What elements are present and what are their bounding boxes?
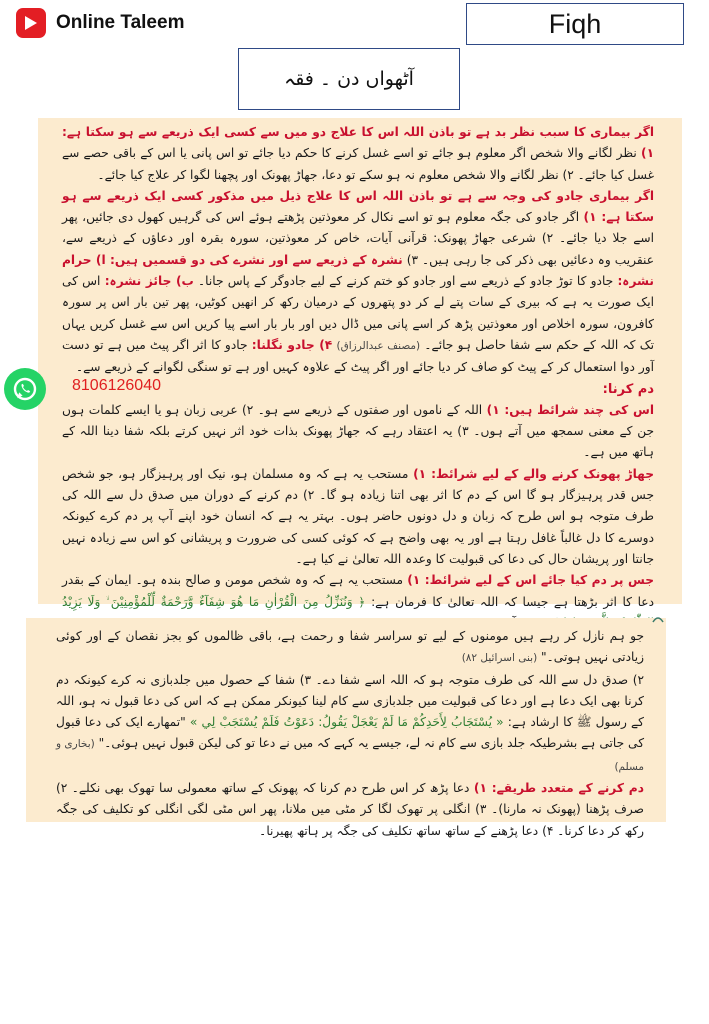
subject-title: Fiqh (466, 3, 684, 45)
magic-paragraph (62, 186, 654, 379)
conditions-heading: اس کی چند شرائط ہیں: ۱) (486, 402, 654, 417)
hadith-text: « يُسْتَجَابُ لِأَحَدِكُمْ مَا لَمْ يَعْجَلْ يَقُولُ: دَعَوْتُ فَلَمْ يُسْتَجَبْ لِي » (189, 715, 504, 730)
nushrah-heading: نشرہ کے ذریعے سے اور نشرے کی دو قسمیں ہیں: ا) حرام نشرہ: (62, 252, 655, 289)
whatsapp-icon[interactable] (4, 368, 46, 410)
conditions-text: اللہ کے ناموں اور صفتوں کے ذریعے سے ہو۔ ۲) عربی زبان ہو یا ایسے کلمات ہوں جن کے معنی سمجھ میں آتے ہوں۔ ۳) یہ اعتقاد رہے کہ جھاڑ پھونک بذات خود اثر نہیں کرتے بلکہ شفا دینا اللہ کے ہاتھ میں ہے۔ (62, 402, 655, 460)
reciter-text: مستحب یہ ہے کہ وہ مسلمان ہو، نیک اور پرہیزگار ہو، جو شخص جس قدر پرہیزگار ہو گا اس کے دم کا اثر بھی اتنا زیادہ ہو گا۔ ۲) دم کرنے کے دوران میں صدق دل سے اللہ کی طرف متوجہ ہو اس طرح کہ زبان و دل دونوں حاضر ہوں۔ بہتر یہ ہے کہ انسان خود اپنے آپ پر دم کرے کیونکہ دوسرے کا دل غالباً غافل رہتا ہے اور یہ بھی واضح ہے کہ کوئی کسی کی ضرورت و پریشانی کو اس سے زیادہ نہیں جانتا اور پریشان حال کی دعا کی قبولیت کا وعدہ اللہ تعالیٰ نے کیا ہے۔ (62, 466, 654, 566)
sincerity-paragraph (56, 670, 644, 778)
patient-heading: جس پر دم کیا جائے اس کے لیے شرائط: ۱) (407, 573, 655, 588)
brand-name: Online Taleem (56, 12, 185, 33)
patient-text: مستحب یہ ہے کہ وہ شخص مومن و صالح بندہ ہو۔ ایمان کے بقدر دعا کا اثر بڑھتا ہے جیسا کہ اللہ تعالیٰ کا فرمان ہے: (62, 573, 655, 609)
swallowed-magic-heading: ۴) جادو نگلنا: (251, 337, 333, 352)
book-page-2 (26, 618, 666, 838)
dam-section-title: دم کرنا: (602, 381, 654, 397)
evil-eye-text: نظر لگانے والا شخص اگر معلوم ہو جائے تو اسے غسل کرنے کا حکم دیا جائے تو اس پانی یا اس کے باقی حصے سے غسل کیا جائے۔ ۲) نظر لگانے والا شخص معلوم نہ ہو سکے تو دعا، جھاڑ پھونک اور پچھنا لگوا کر علاج کیا جائے۔ (62, 146, 654, 182)
permissible-nushrah-heading: ب) جائز نشرہ: (104, 274, 194, 289)
methods-heading: دم کرنے کے متعدد طریقے: ۱) (473, 781, 644, 796)
reciter-paragraph (62, 464, 654, 570)
translation-paragraph (56, 626, 644, 670)
conditions-paragraph (62, 400, 654, 464)
nushrah-text: جادو کا توڑ جادو کے ذریعے سے اور جادو کو ختم کرنے کے لیے جادوگر کے پاس جانا۔ (198, 274, 614, 289)
hadith-translation: "تمھارے ایک کی دعا قبول کی جاتی ہے بشرطیکہ جلد بازی سے کام نہ لے، جیسے یہ کہے کہ میں نے دعا تو کی لیکن قبول نہیں ہوئی۔" (56, 715, 644, 751)
permissible-nushrah-text: اس کی ایک صورت یہ ہے کہ بیری کے سات پتے لے کر دو پتھروں کے درمیان رکھ کر انھیں کوٹیں، پھر تین بار اس پر سورہ کافرون، سورہ اخلاص اور معوذتین پڑھ کر اسے پانی میں ڈال دیں اور بار بار اسے پیا کریں اس سے غسل کریں یہاں تک کہ اللہ کے حکم سے شفا حاصل ہو جائے۔ (62, 274, 655, 352)
magic-heading: اگر بیماری جادو کی وجہ سے ہے تو باذن اللہ اس کا علاج ذیل میں مذکور کسی ایک ذریعے سے ہو سکتا ہے: ۱) (62, 188, 654, 225)
evil-eye-heading: اگر بیماری کا سبب نظر بد ہے تو باذن اللہ اس کا علاج دو میں سے کسی ایک ذریعے سے ہو سکتا ہے: ۱) (62, 125, 655, 161)
methods-paragraph (56, 778, 644, 842)
swallowed-magic-text: جادو کا اثر اگر پیٹ میں ہے تو دست آور دوا استعمال کر کے پیٹ کو صاف کر دیا جائے اور اگر پیٹ کے علاوہ کہیں اور ہے تو سنگی لگوانے کے ذریعے سے۔ (62, 337, 654, 375)
methods-text: دعا پڑھ کر اس طرح دم کرنا کہ پھونک کے ساتھ معمولی سا تھوک بھی نکلے۔ ۲) صرف پڑھنا (پھونک نہ مارنا)۔ ۳) انگلی پر تھوک لگا کر مٹی میں ملانا، پھر اس مٹی لگی انگلی کو تکلیف کی جگہ رکھ کر دعا کرنا۔ ۴) دعا پڑھنے کے ساتھ ساتھ تکلیف کی جگہ پر ہاتھ پھیرنا۔ (56, 781, 644, 838)
youtube-play-icon (16, 8, 46, 38)
day-title: آٹھواں دن ۔ فقہ (238, 48, 460, 110)
page-corner-ornament-icon (652, 614, 664, 624)
reference: (مصنف عبدالرزاق) (336, 339, 421, 352)
reciter-heading: جھاڑ پھونک کرنے والے کے لیے شرائط: ۱) (413, 466, 655, 481)
evil-eye-paragraph (62, 122, 654, 186)
phone-number[interactable]: 8106126040 (72, 377, 161, 394)
magic-text: اگر جادو کی جگہ معلوم ہو تو اسے نکال کر معوذتین پڑھتے ہوئے اس کی گرہیں کھول دی جائیں، پھر اسے جلا دیا جائے۔ ۲) شرعی جھاڑ پھونک: قرآنی آیات، خاص کر معوذتین، سورہ بقرہ اور دعاؤں کے ذریعے سے، عنقریب وہ دعائیں بھی ذکر کی جا رہی ہیں۔ ۳) (62, 210, 654, 267)
reference: (بنی اسرائیل ۸۲) (461, 652, 538, 665)
sincerity-text: ۲) صدق دل سے اللہ کی طرف متوجہ ہو کہ اللہ اسے شفا دے۔ ۳) شفا کے حصول میں جلدبازی نہ کرے کیونکہ دم کرنا بھی ایک دعا ہے اور دعا کی قبولیت میں جلدبازی سے کام لینا کیونکر ممکن ہے کہ اس کی دعا قبول نہ ہو، اللہ کے رسول ﷺ کا ارشاد ہے: (56, 672, 644, 730)
brand (16, 8, 184, 38)
reference: (بخاری و مسلم) (56, 738, 644, 773)
quran-verse: ﴿ وَنُنَزِّلُ مِنَ الْقُرْاٰنِ مَا هُوَ شِفَآءٌ وَّرَحْمَةٌ لِّلْمُؤْمِنِيْنَ ۙ وَلَا يَزِيْدُ (62, 594, 366, 609)
book-page-1 (38, 118, 682, 609)
translation-text: جو ہم نازل کر رہے ہیں مومنوں کے لیے تو سراسر شفا و رحمت ہے، باقی ظالموں کو بجز نقصان کے اور کوئی زیادتی نہیں ہوتی۔" (56, 629, 644, 665)
